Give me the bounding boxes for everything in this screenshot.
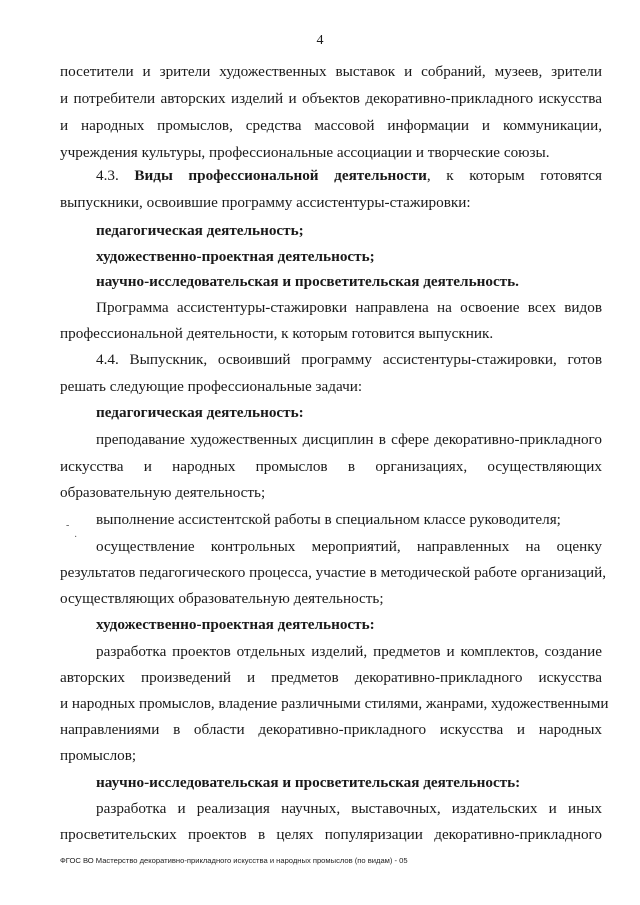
subheading: научно-исследовательская и просветительская деятельность: bbox=[96, 774, 521, 791]
text-line: посетители и зрители художественных выставок и собраний, музеев, зрители bbox=[60, 63, 602, 80]
subheading: художественно-проектная деятельность: bbox=[96, 616, 375, 633]
scan-artifact: - bbox=[66, 520, 70, 531]
section-title: Виды профессиональной деятельности bbox=[134, 167, 427, 184]
subheading: педагогическая деятельность: bbox=[96, 404, 304, 421]
text-line: учреждения культуры, профессиональные ассоциации и творческие союзы. bbox=[60, 144, 550, 161]
activity-item: научно-исследовательская и просветительская деятельность. bbox=[96, 273, 519, 290]
text-line: 4.4. Выпускник, освоивший программу ассистентуры-стажировки, готов bbox=[96, 351, 602, 368]
text-line: выполнение ассистентской работы в специальном классе руководителя; bbox=[96, 511, 561, 528]
text-line: осуществляющих образовательную деятельность; bbox=[60, 590, 384, 607]
text-line: и народных промыслов, средства массовой информации и коммуникации, bbox=[60, 117, 602, 134]
text-line: и народных промыслов, владение различными стилями, жанрами, художественными bbox=[60, 695, 609, 712]
text-line: профессиональной деятельности, к которым готовится выпускник. bbox=[60, 325, 494, 342]
text-line: преподавание художественных дисциплин в сфере декоративно-прикладного bbox=[96, 431, 602, 448]
text-line: образовательную деятельность; bbox=[60, 484, 266, 501]
text-line: Программа ассистентуры-стажировки направлена на освоение всех видов bbox=[96, 299, 602, 316]
text-line: результатов педагогического процесса, участие в методической работе организаций, bbox=[60, 564, 607, 581]
scan-artifact: · bbox=[74, 532, 78, 543]
text-line: просветительских проектов в целях популяризации декоративно-прикладного bbox=[60, 826, 602, 843]
text-line: авторских произведений и предметов декоративно-прикладного искусства bbox=[60, 669, 602, 686]
activity-item: педагогическая деятельность; bbox=[96, 222, 304, 239]
section-title-rest: , к которым готовятся bbox=[426, 167, 602, 184]
text-line: промыслов; bbox=[60, 747, 137, 764]
text-line: разработка и реализация научных, выставочных, издательских и иных bbox=[96, 800, 602, 817]
document-footer: ФГОС ВО Мастерство декоративно-прикладного искусства и народных промыслов (по видам) - 05 bbox=[60, 856, 408, 865]
text-line: выпускники, освоившие программу ассистентуры-стажировки: bbox=[60, 194, 471, 211]
section-number: 4.3. bbox=[96, 167, 119, 184]
text-line: и потребители авторских изделий и объектов декоративно-прикладного искусства bbox=[60, 90, 602, 107]
text-line: разработка проектов отдельных изделий, предметов и комплектов, создание bbox=[96, 643, 602, 660]
text-line: направлениями в области декоративно-прикладного искусства и народных bbox=[60, 721, 602, 738]
page-number: 4 bbox=[316, 33, 324, 48]
text-line: осуществление контрольных мероприятий, направленных на оценку bbox=[96, 538, 602, 555]
text-line: решать следующие профессиональные задачи: bbox=[60, 378, 363, 395]
section-heading bbox=[96, 166, 602, 186]
text-line: искусства и народных промыслов в организациях, осуществляющих bbox=[60, 458, 602, 475]
activity-item: художественно-проектная деятельность; bbox=[96, 248, 375, 265]
